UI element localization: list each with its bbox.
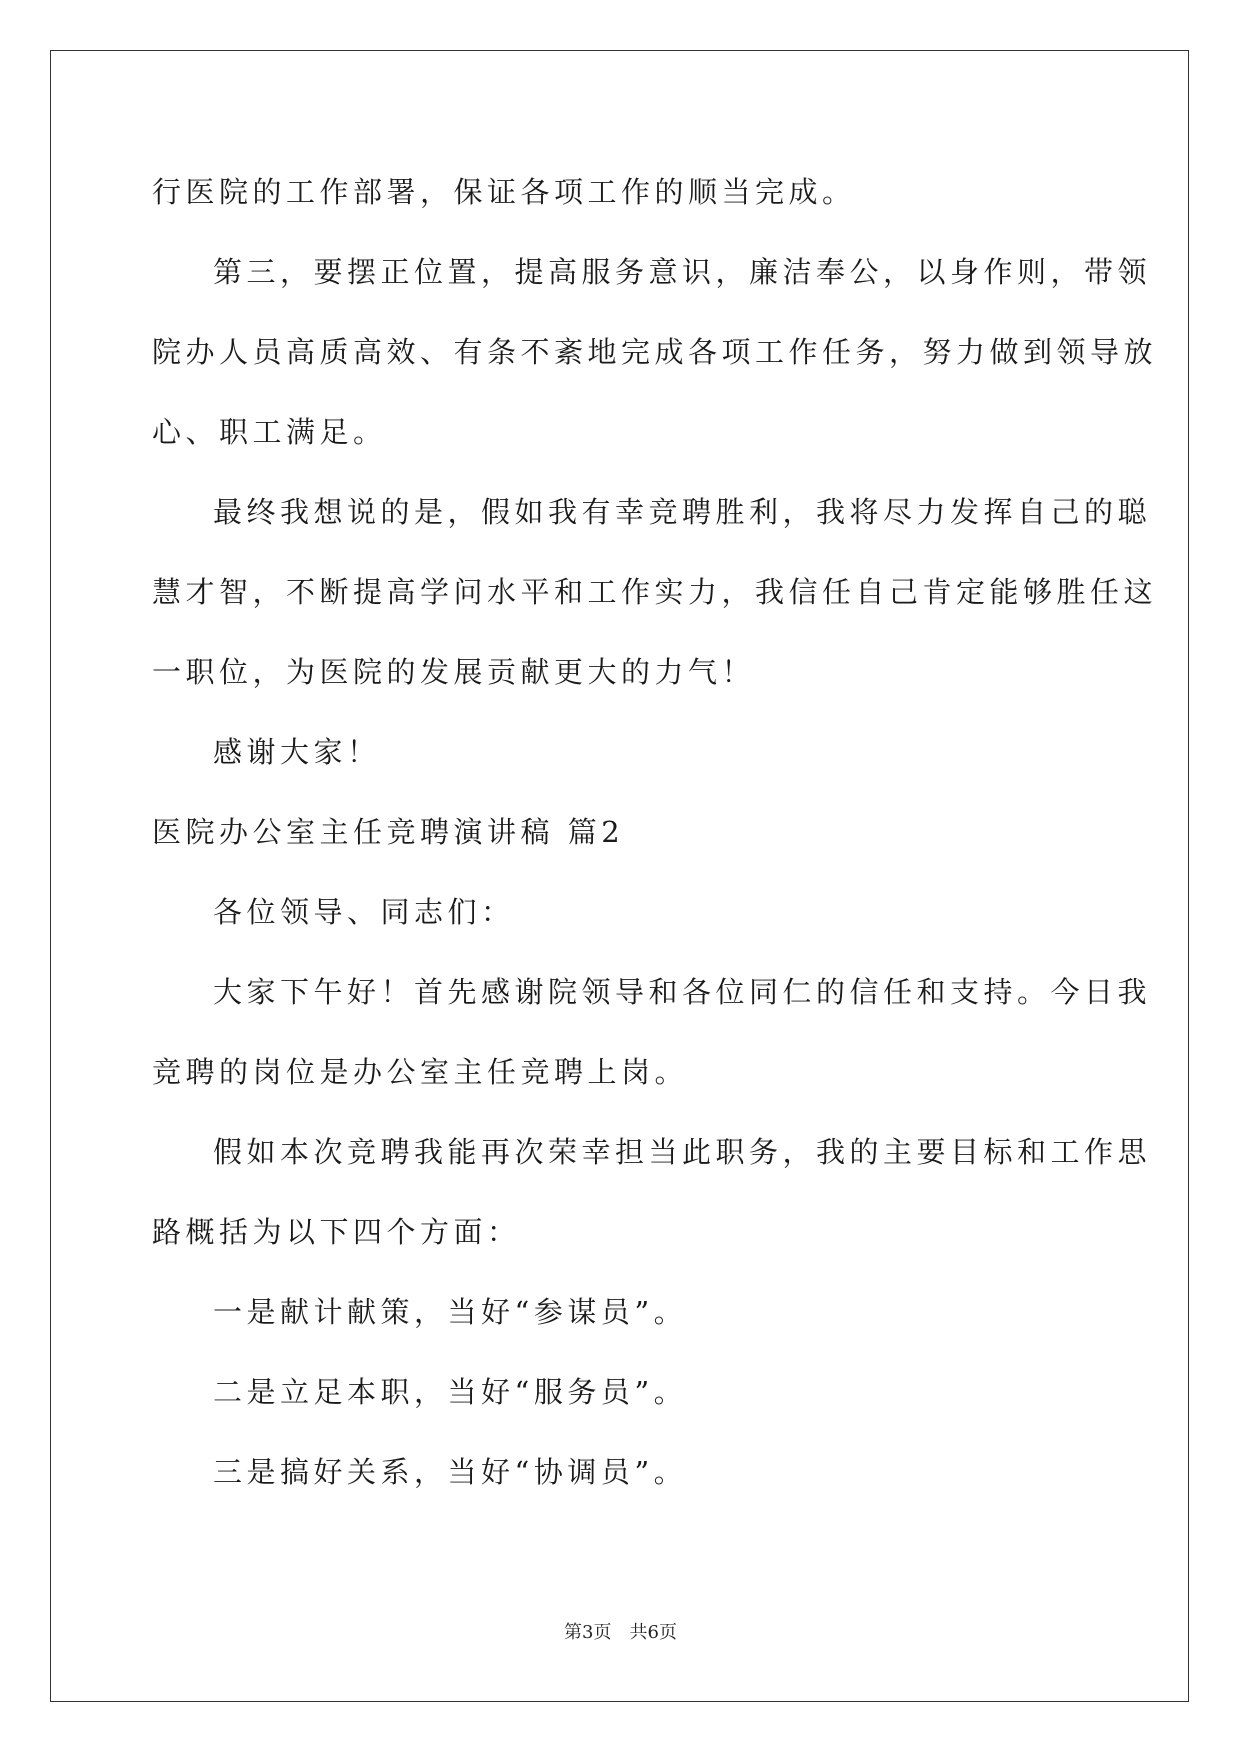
document-body [152,164,1158,1524]
text-line: 一职位，为医院的发展贡献更大的力气！ [152,655,756,689]
text-line: 假如本次竞聘我能再次荣幸担当此职务，我的主要目标和工作思 [213,1135,1152,1169]
text-line: 医院办公室主任竞聘演讲稿 篇2 [152,815,625,849]
text-line: 心、职工满足。 [152,415,387,449]
text-line: 感谢大家！ [213,735,381,769]
page-number: 第3页 [564,1622,612,1643]
page-total: 共6页 [629,1622,677,1643]
text-line: 路概括为以下四个方面： [152,1215,521,1249]
text-line: 慧才智，不断提高学问水平和工作实力，我信任自己肯定能够胜任这 [152,575,1158,609]
text-line: 三是搞好关系，当好“协调员”。 [213,1455,688,1489]
text-line: 二是立足本职，当好“服务员”。 [213,1375,688,1409]
text-line: 大家下午好！首先感谢院领导和各位同仁的信任和支持。今日我 [213,975,1152,1009]
page-footer [0,1618,1241,1644]
text-line: 第三，要摆正位置，提高服务意识，廉洁奉公，以身作则，带领 [213,255,1152,289]
text-line: 最终我想说的是，假如我有幸竞聘胜利，我将尽力发挥自己的聪 [213,495,1152,529]
text-line: 各位领导、同志们： [213,895,515,929]
text-line: 一是献计献策，当好“参谋员”。 [213,1295,688,1329]
text-line: 行医院的工作部署，保证各项工作的顺当完成。 [152,175,856,209]
text-line: 竞聘的岗位是办公室主任竞聘上岗。 [152,1055,689,1089]
text-line: 院办人员高质高效、有条不紊地完成各项工作任务，努力做到领导放 [152,335,1158,369]
